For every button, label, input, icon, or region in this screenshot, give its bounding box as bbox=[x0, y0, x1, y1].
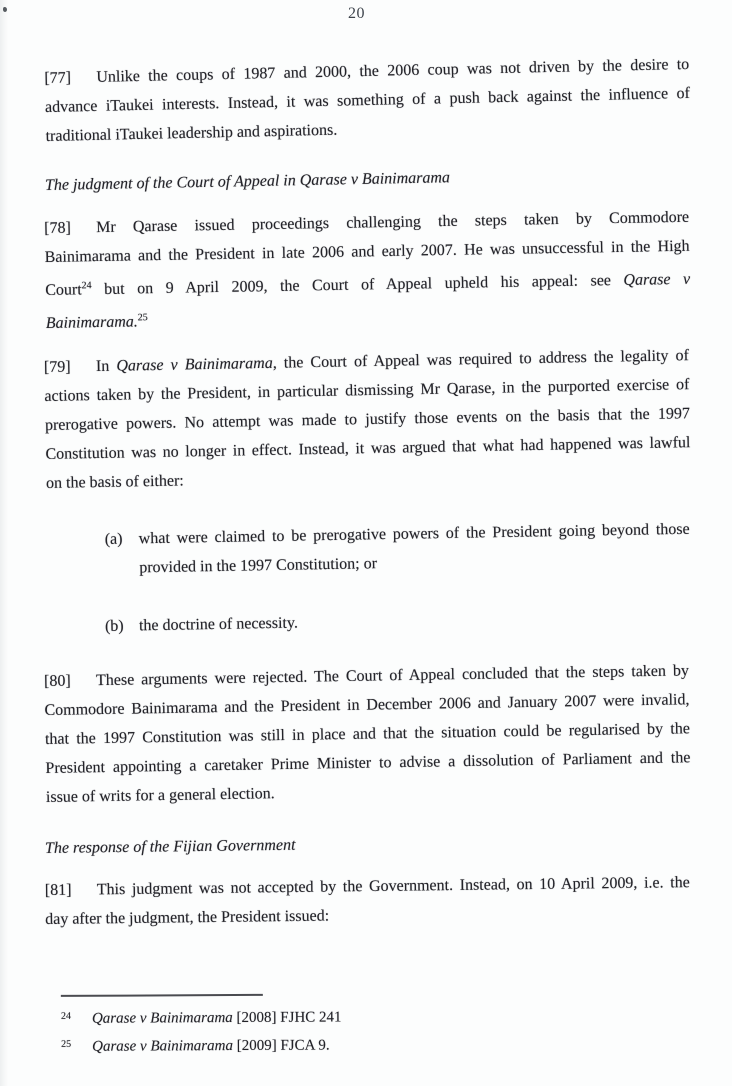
italic-text: The response of the Fijian Government bbox=[44, 836, 296, 857]
para-80 bbox=[44, 656, 691, 812]
heading-judgment bbox=[45, 159, 690, 200]
citation-text: [2008] FJHC 241 bbox=[232, 1009, 342, 1027]
list-item-b bbox=[45, 602, 690, 642]
text-line bbox=[104, 602, 690, 641]
text-run: that the 1997 Constitution was still in place and that the situation could be regularised by the bbox=[44, 720, 691, 748]
text-run: provided in the 1997 Constitution; or bbox=[139, 555, 378, 577]
list-marker: (a) bbox=[104, 530, 123, 548]
text-run: on the basis of either: bbox=[45, 472, 184, 492]
text-run: traditional iTaukei leadership and aspirations. bbox=[45, 121, 338, 145]
case-name: Qarase v Bainimarama bbox=[91, 1010, 233, 1027]
text-run: advance iTaukei interests. Instead, it was something of a push back against the influence of bbox=[44, 84, 691, 116]
scan-artifact-speck bbox=[3, 7, 7, 12]
para-77 bbox=[44, 50, 691, 151]
footnote-separator bbox=[61, 994, 263, 997]
text-run: prerogative powers. No attempt was made to justify those events on the basis that the 1997 bbox=[44, 405, 691, 434]
para-81 bbox=[45, 868, 691, 934]
footnote-ref: 25 bbox=[137, 312, 148, 324]
text-run: what were claimed to be prerogative powers of the President going beyond those bbox=[138, 520, 690, 548]
list-item-a bbox=[44, 515, 690, 584]
paragraph-number: [78] bbox=[44, 219, 71, 238]
text-run: but on 9 April 2009, the Court of Appeal upheld his appeal: see bbox=[91, 271, 624, 299]
case-name: Qarase v Bainimarama bbox=[92, 1038, 233, 1055]
footnote-25 bbox=[45, 1029, 690, 1060]
text-run: actions taken by the President, in particular dismissing Mr Qarase, in the purported exercise of bbox=[44, 376, 690, 406]
paragraph-number: [81] bbox=[44, 881, 72, 900]
text-line bbox=[45, 159, 690, 200]
text-run: , the Court of Appeal was required to address the legality of bbox=[272, 347, 690, 372]
footnote-number: 25 bbox=[61, 1038, 72, 1050]
text-run: President appointing a caretaker Prime Minister to advise a dissolution of Parliament and the bbox=[45, 749, 691, 777]
paragraph-number: [79] bbox=[43, 358, 71, 377]
paragraph-number: [80] bbox=[43, 672, 71, 691]
text-run: Commodore Bainimarama and the President in December 2006 and January 2007 were invalid, bbox=[44, 691, 690, 720]
italic-text: Bainimarama. bbox=[45, 313, 138, 332]
text-run: Mr Qarase issued proceedings challenging the steps taken by Commodore bbox=[96, 208, 690, 237]
paragraph-number: [77] bbox=[44, 69, 72, 88]
text-run: This judgment was not accepted by the Government. Instead, on 10 April 2009, i.e. the bbox=[96, 874, 690, 899]
italic-text: Qarase v Bainimarama bbox=[116, 354, 273, 375]
text-run: Court bbox=[45, 281, 82, 299]
heading-response bbox=[45, 826, 690, 863]
footnote-number: 24 bbox=[60, 1010, 71, 1022]
para-79 bbox=[44, 341, 692, 498]
footnote-24 bbox=[45, 1001, 690, 1032]
text-line bbox=[45, 826, 690, 863]
text-run: Constitution was no longer in effect. Instead, it was argued that what had happened was lawful bbox=[45, 434, 691, 463]
para-78 bbox=[44, 203, 691, 338]
text-run: day after the judgment, the President issued: bbox=[45, 907, 330, 928]
text-run: Bainimarama and the President in late 2006 and early 2007. He was unsuccessful in the High bbox=[44, 237, 690, 267]
footnote-ref: 24 bbox=[81, 280, 92, 292]
text-run: issue of writs for a general election. bbox=[45, 785, 275, 806]
footnotes-section bbox=[45, 992, 690, 1060]
list-marker: (b) bbox=[104, 617, 124, 635]
page-number: 20 bbox=[348, 5, 365, 22]
italic-text: Qarase v bbox=[623, 270, 691, 289]
text-run: In bbox=[95, 357, 117, 376]
text-run: Unlike the coups of 1987 and 2000, the 2006 coup was not driven by the desire to bbox=[96, 55, 690, 86]
italic-text: The judgment of the Court of Appeal in Qarase v Bainimarama bbox=[44, 169, 451, 194]
citation-text: [2009] FJCA 9. bbox=[232, 1037, 330, 1055]
text-run: These arguments were rejected. The Court of Appeal concluded that the steps taken by bbox=[95, 662, 690, 690]
text-run: the doctrine of necessity. bbox=[138, 614, 299, 635]
